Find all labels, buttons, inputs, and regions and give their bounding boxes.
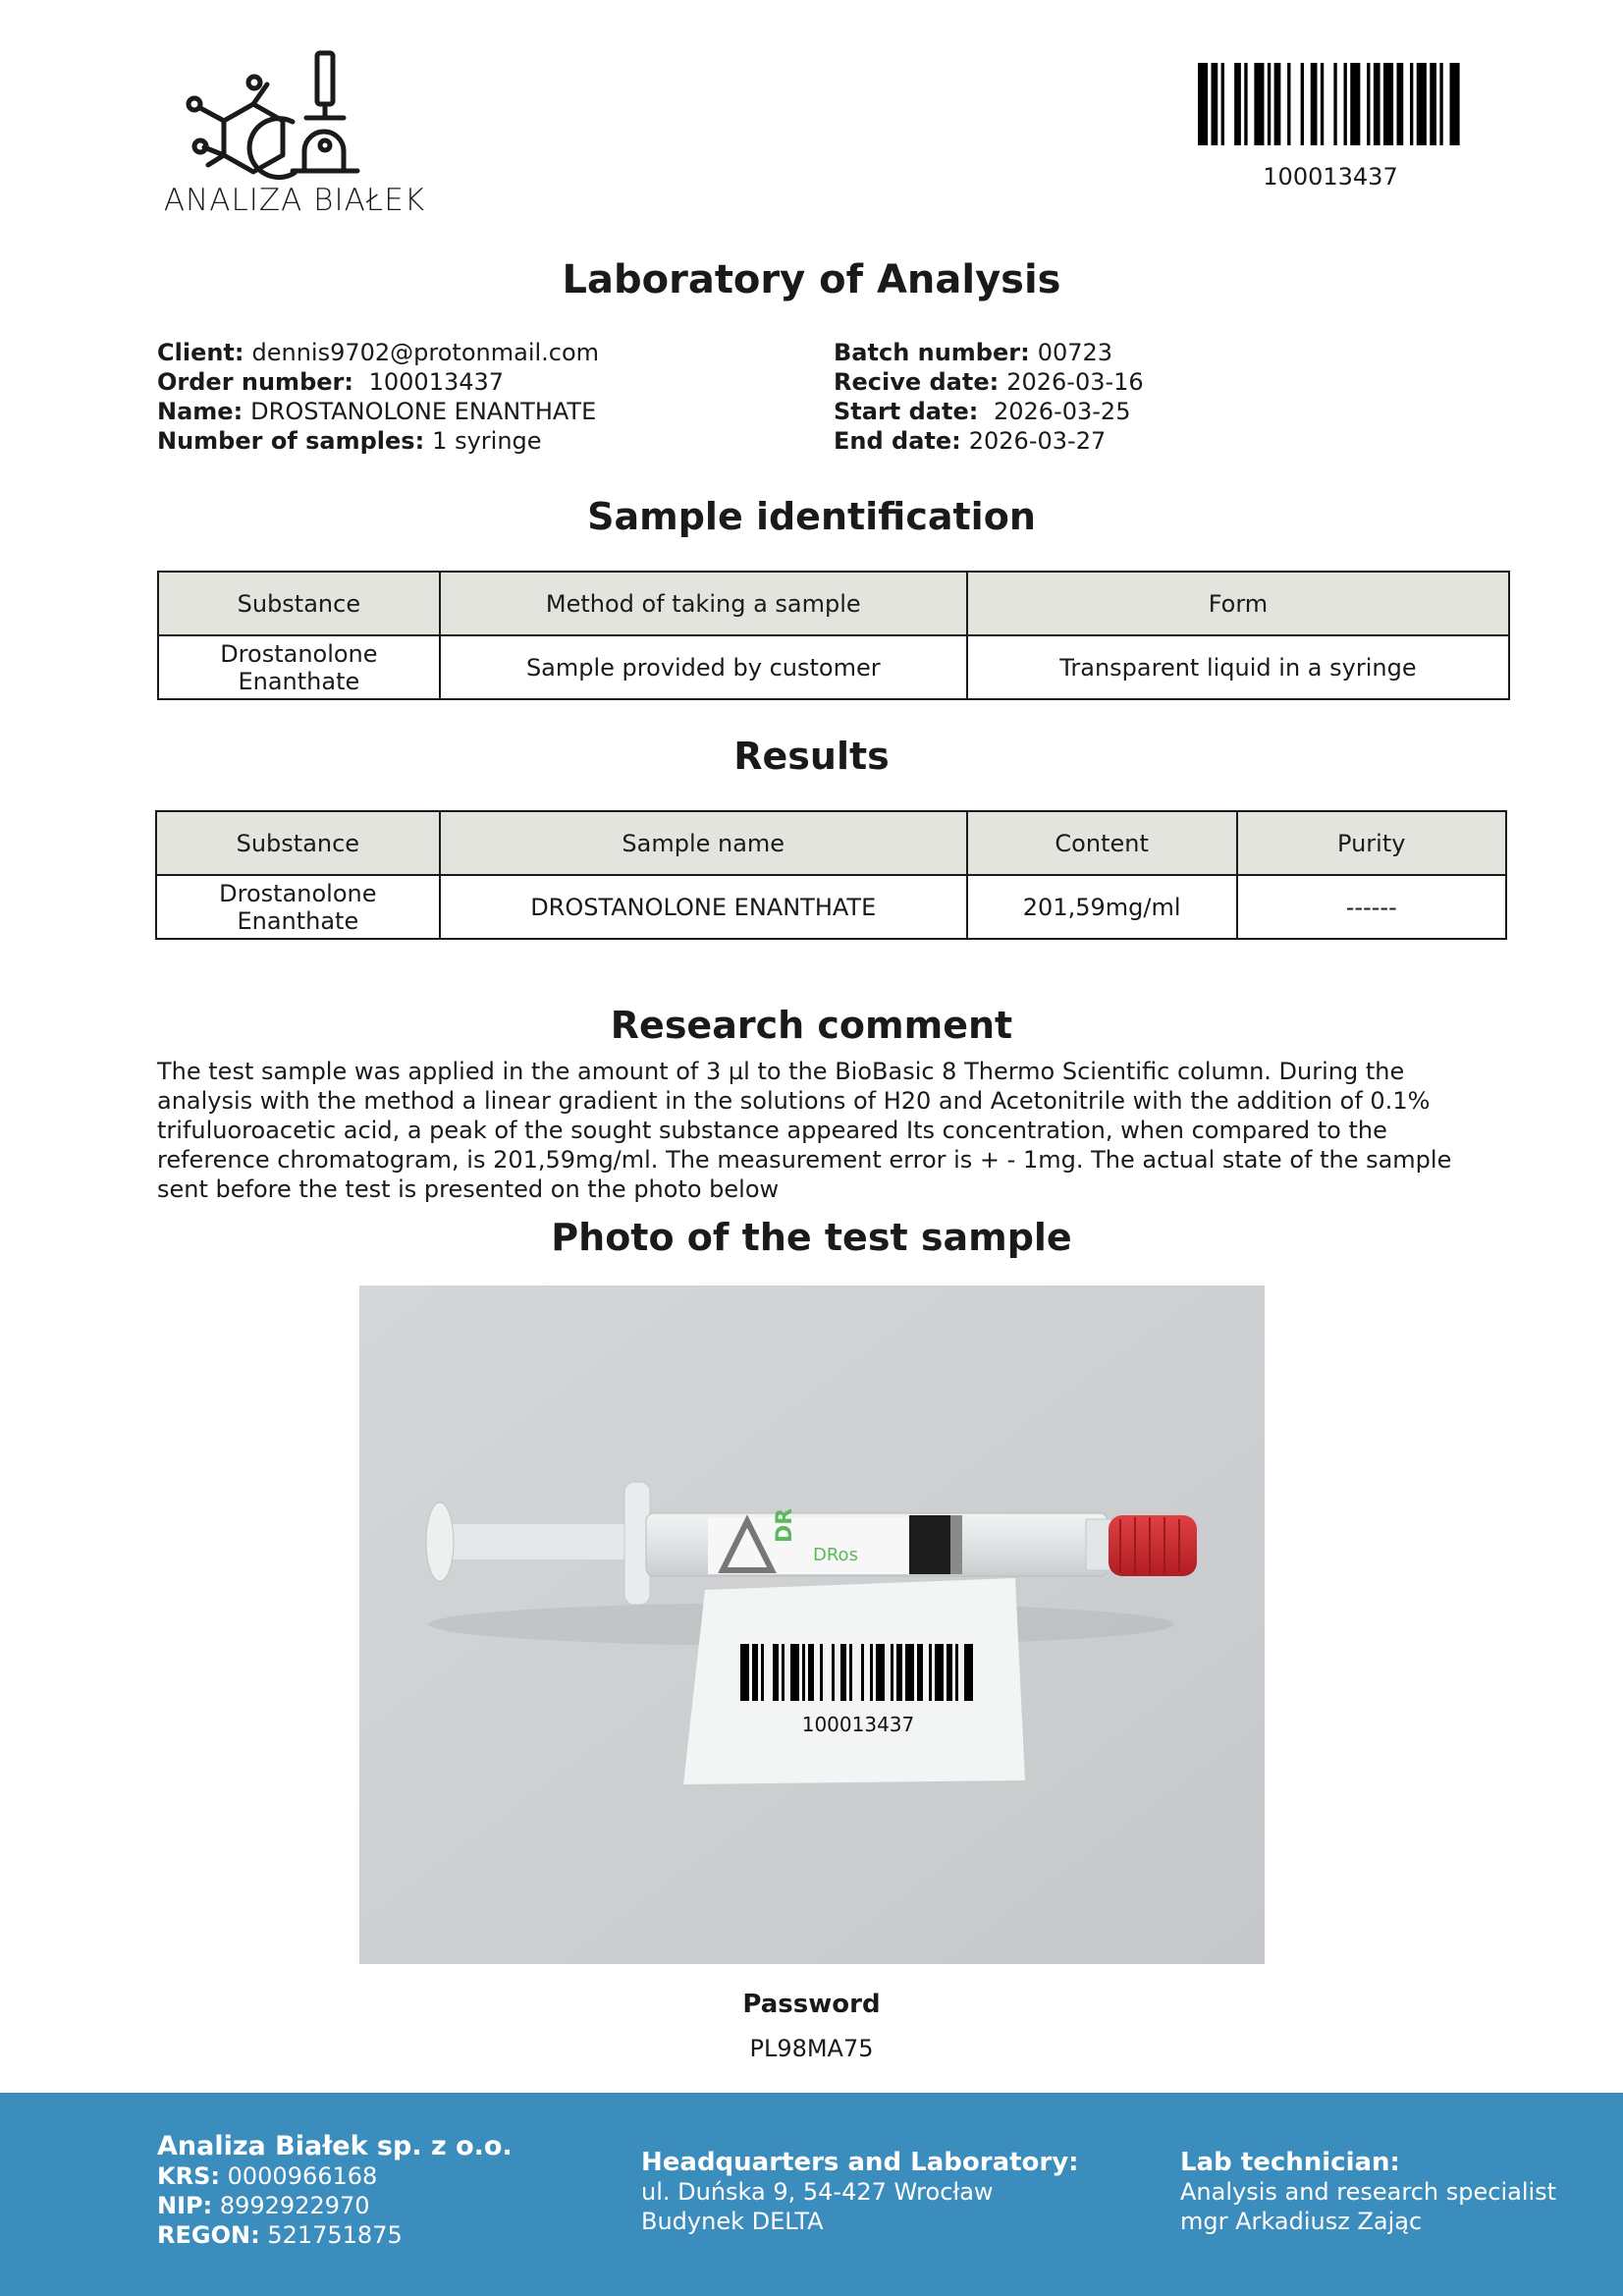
barcode-bar [1350,63,1360,145]
batch-number-label: Batch number: [834,339,1030,366]
start-date-value: 2026-03-25 [993,398,1131,425]
barcode-bar [840,1644,846,1701]
header-cell: Form [967,572,1509,635]
order-number-row [157,367,599,397]
barcode-bar [876,1644,885,1701]
barcode-bar [773,1644,779,1701]
barcode-bar [870,1644,873,1701]
barcode-bar [1383,63,1393,145]
table-cell: Drostanolone Enanthate [158,635,440,699]
password-label: Password [742,1990,881,2019]
barcode-bar [808,1644,814,1701]
photo-title: Photo of the test sample [551,1216,1072,1259]
footer-hq-block [641,2148,1079,2236]
krs-label: KRS: [157,2162,220,2190]
tech-name: mgr Arkadiusz Zając [1180,2208,1423,2235]
client-label: Client: [157,339,244,366]
order-number-label: Order number: [157,368,353,396]
table-cell: Drostanolone Enanthate [156,875,440,939]
barcode-bar [1274,63,1281,145]
name-row [157,397,599,426]
krs-row [157,2161,513,2191]
name-label: Name: [157,398,243,425]
tech-heading: Lab technician: [1180,2148,1400,2177]
svg-text:DR: DR [773,1507,797,1543]
sample-identification-title: Sample identification [587,495,1036,538]
regon-row [157,2220,513,2250]
barcode-bar [1397,63,1404,145]
barcode-bar [1234,63,1241,145]
samples-row [157,426,599,456]
barcode-bar [1301,63,1304,145]
barcode-bar [905,1644,914,1701]
research-comment-text: The test sample was applied in the amount of 3 µl to the BioBasic 8 Thermo Scientific column. During the analysis with the method a linear gradient in the solutions of H20 and Acetonitrile with the addition of 0.1% trifuluoroacetic acid, a peak of the sought substance appeared Its concentration, when compared to the reference chromatogram, is 201,59mg/ml. The measurement error is + - 1mg. The actual state of the sample sent before the test is presented on the photo below [157,1058,1452,1203]
table-cell: DROSTANOLONE ENANTHATE [440,875,967,939]
nip-label: NIP: [157,2192,213,2219]
barcode-bar [964,1644,973,1701]
samples-value: 1 syringe [432,427,542,455]
end-date-label: End date: [834,427,961,455]
info-right-block [834,338,1144,456]
hq-building: Budynek DELTA [641,2208,824,2235]
barcode-bar [1198,63,1208,145]
barcode-bar [1212,63,1218,145]
footer-tech-block [1180,2148,1556,2236]
barcode-bar [1244,63,1247,145]
regon-label: REGON: [157,2221,260,2249]
client-value: dennis9702@protonmail.com [251,339,600,366]
barcode-bar [896,1644,902,1701]
password-value: PL98MA75 [749,2035,874,2062]
barcode-bar [752,1644,758,1701]
krs-value: 0000966168 [227,2162,378,2190]
header-cell: Sample name [440,811,967,875]
barcode-bar [1254,63,1264,145]
regon-value: 521751875 [267,2221,403,2249]
start-date-label: Start date: [834,398,979,425]
barcode-bar [1417,63,1427,145]
tech-role: Analysis and research specialist [1180,2178,1557,2206]
barcode-bar [740,1644,749,1701]
header-cell: Substance [156,811,440,875]
sample-photo [359,1285,1265,1964]
table-header-row [156,811,1506,875]
hq-address: ul. Duńska 9, 54-427 Wrocław [641,2178,994,2206]
barcode-bar [955,1644,958,1701]
client-row [157,338,599,367]
batch-number-row [834,338,1144,367]
table-cell: Transparent liquid in a syringe [967,635,1509,699]
svg-text:DRos: DRos [813,1545,858,1565]
name-value: DROSTANOLONE ENANTHATE [250,398,597,425]
barcode-bar [1311,63,1318,145]
barcode-bar [1374,63,1380,145]
barcode-bar [832,1644,835,1701]
barcode-number: 100013437 [1263,163,1398,191]
barcode-bar [935,1644,944,1701]
order-barcode [1198,63,1463,145]
receive-date-row [834,367,1144,397]
footer-company-block [157,2132,513,2250]
sample-identification-table [157,571,1510,700]
barcode-bar [917,1644,923,1701]
barcode-bar [929,1644,932,1701]
footer [0,2093,1623,2296]
barcode-bar [1367,63,1370,145]
table-cell: ------ [1237,875,1507,939]
header-cell: Substance [158,572,440,635]
header-cell: Content [967,811,1237,875]
barcode-bar [1410,63,1413,145]
order-number-value: 100013437 [368,368,505,396]
photo-barcode-number: 100013437 [801,1713,915,1736]
hq-heading: Headquarters and Laboratory: [641,2148,1079,2177]
barcode-bar [790,1644,799,1701]
samples-label: Number of samples: [157,427,425,455]
barcode-bar [1287,63,1290,145]
logo-text: ANALIZA BIAŁEK [163,183,426,218]
table-row [156,875,1506,939]
receive-date-label: Recive date: [834,368,1000,396]
research-comment-title: Research comment [610,1004,1013,1047]
barcode-bar [947,1644,952,1701]
results-title: Results [733,735,890,778]
barcode-bar [761,1644,764,1701]
barcode-bar [1333,63,1336,145]
barcode-bar [1321,63,1324,145]
barcode-bar [820,1644,823,1701]
barcode-bar [1268,63,1271,145]
table-header-row [158,572,1509,635]
receive-date-value: 2026-03-16 [1006,368,1144,396]
end-date-row [834,426,1144,456]
header-cell: Method of taking a sample [440,572,967,635]
start-date-row [834,397,1144,426]
barcode-bar [1221,63,1224,145]
nip-row [157,2191,513,2220]
barcode-bar [1439,63,1442,145]
barcode-bar [849,1644,852,1701]
company-name: Analiza Białek sp. z o.o. [157,2131,513,2161]
barcode-bar [1344,63,1347,145]
barcode-bar [802,1644,805,1701]
page-title: Laboratory of Analysis [562,257,1061,302]
table-row [158,635,1509,699]
barcode-bar [861,1644,864,1701]
nip-value: 8992922970 [219,2192,370,2219]
end-date-value: 2026-03-27 [968,427,1107,455]
barcode-bar [1430,63,1436,145]
header-cell: Purity [1237,811,1507,875]
barcode-bar [891,1644,893,1701]
table-cell: Sample provided by customer [440,635,967,699]
info-left-block [157,338,599,456]
batch-number-value: 00723 [1037,339,1113,366]
barcode-bar [1450,63,1460,145]
barcode-bar [782,1644,784,1701]
results-table [155,810,1507,940]
table-cell: 201,59mg/ml [967,875,1237,939]
